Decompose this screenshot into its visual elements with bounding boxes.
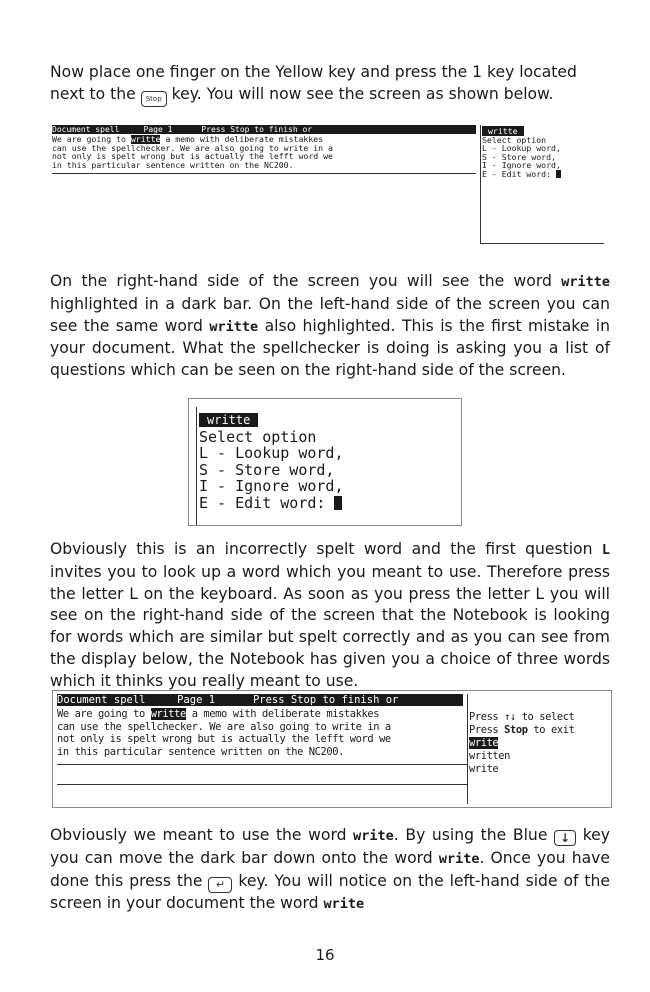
intro-text-2: key. You will now see the screen as shown below. — [171, 84, 554, 103]
enter-key-icon: ↵ — [208, 877, 232, 893]
paragraph-4: Obviously we meant to use the word write. By using the Blue ↓ key you can move the dark bar down onto the word write. Once you have done this press the ↵ key. You will notice on the left-hand side of the screen in your document the word write — [50, 826, 610, 912]
code-word: writte — [209, 318, 259, 335]
document-text: We are going to writte a memo with deliberate mistakkes can use the spellchecker. We are also going to write in a not only is spelt wrong but is actually the lefft word we in this particular sentence written on the NC200. — [57, 708, 391, 758]
code-letter: L — [601, 542, 610, 558]
cursor-block — [334, 496, 342, 510]
misspelt-word-highlight: writte — [150, 708, 186, 720]
suggestion-item[interactable]: write — [469, 763, 499, 775]
suggestions-panel: Press ↑↓ to select Press Stop to exit write written write — [469, 711, 609, 776]
intro-paragraph — [50, 62, 610, 107]
selected-suggestion[interactable]: write — [469, 737, 499, 749]
misspelt-word-highlight: writte — [130, 135, 161, 144]
panel-bottom-border — [480, 243, 604, 244]
down-arrow-key-icon: ↓ — [554, 830, 576, 846]
divider — [57, 764, 467, 765]
intro-text-1: Now place one finger on the Yellow key and press the 1 key located next to the — [50, 63, 577, 103]
screen-illustration-1 — [52, 125, 604, 245]
paragraph-3: Obviously this is an incorrectly spelt word and the first question L invites you to look up a word which you meant to use. Therefore press the letter L on the keyboard. As soon as you press the letter L you will see on the right-hand side of the screen that the Notebook is looking for words which are similar but spelt correctly and as you can see from the display below, the Notebook has given you a choice of three words which it thinks you really meant to use. — [50, 540, 610, 690]
code-word: write — [353, 828, 394, 844]
options-panel-large: writte Select option L - Lookup word, S - Store word, I - Ignore word, E - Edit word: — [199, 413, 344, 512]
stop-key-icon: Stop — [141, 91, 167, 107]
bottom-rule — [57, 784, 467, 785]
divider — [52, 173, 476, 174]
document-text: We are going to writte a memo with deliberate mistakkes can use the spellchecker. We are also going to write in a not only is spelt wrong but is actually the lefft word we in this particular sentence written on the NC200. — [52, 135, 333, 170]
suggestion-item[interactable]: written — [469, 750, 510, 762]
panel-border — [467, 694, 468, 804]
code-word: write — [438, 850, 480, 867]
screen-illustration-3 — [52, 690, 612, 808]
code-word: write — [323, 895, 365, 912]
paragraph-2: On the right-hand side of the screen you will see the word writte highlighted in a dark bar. On the left-hand side of the screen you can see the same word writte also highlighted. This is the first mistake in your document. What the spellchecker is doing is asking you a list of questions which can be seen on the right-hand side of the screen. — [50, 272, 610, 380]
status-bar: Document spell Page 1 Press Stop to finish or — [57, 694, 463, 706]
status-bar: Document spell Page 1 Press Stop to finish or — [52, 125, 476, 134]
page-number: 16 — [315, 946, 335, 964]
cursor-block — [556, 170, 561, 178]
panel-border — [480, 125, 481, 243]
code-word: writte — [561, 274, 610, 290]
panel-border — [196, 407, 197, 525]
options-panel: writte Select option L - Lookup word, S - Store word, I - Ignore word, E - Edit word: — [482, 126, 561, 179]
screen-illustration-2 — [188, 398, 462, 526]
